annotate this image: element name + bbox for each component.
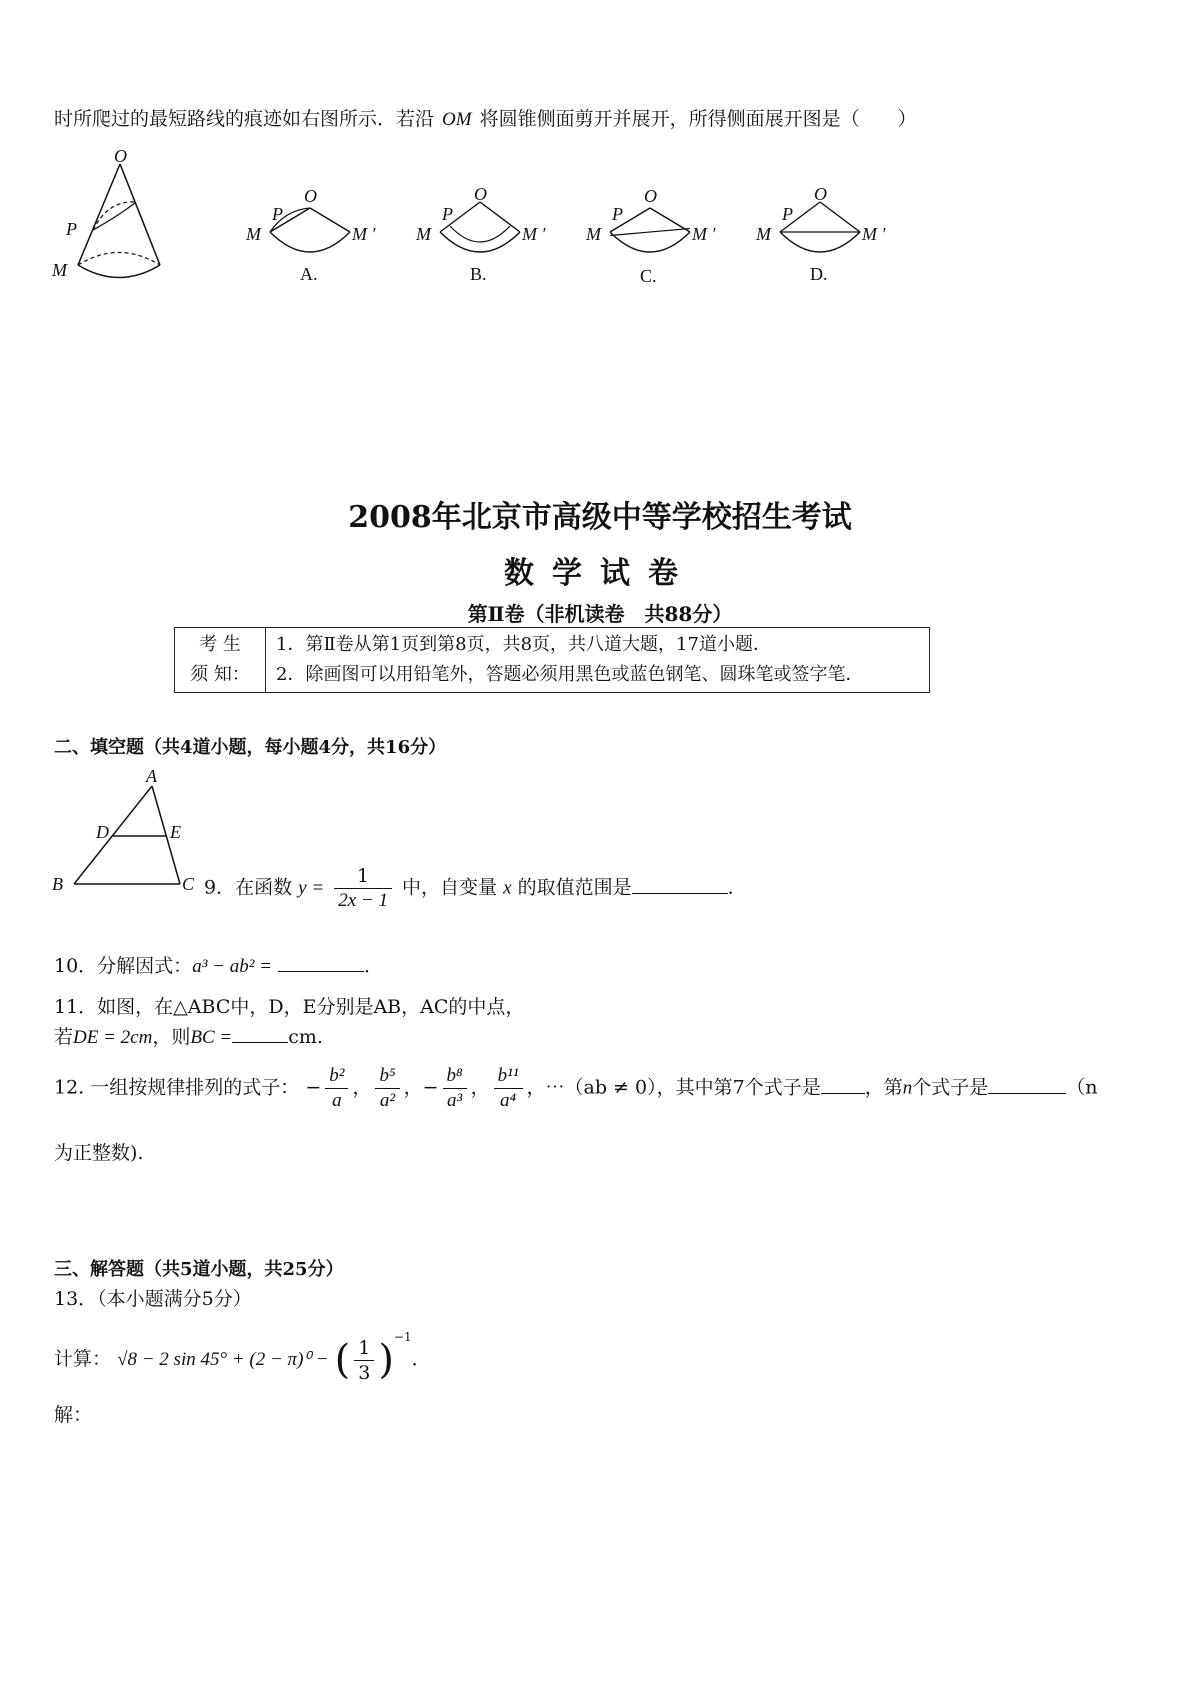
option-d-label-p: P — [782, 204, 793, 224]
q10-line: 10．分解因式：a³ − ab² = ． — [54, 955, 384, 977]
q13-head: 13．（本小题满分5分） — [54, 1288, 252, 1310]
q12-term-3-num: b⁸ — [443, 1064, 467, 1089]
option-c-label-p: P — [612, 204, 623, 224]
q12-mid: ，第 — [864, 1076, 903, 1099]
triangle-label-c: C — [182, 874, 195, 894]
q11-line-2 — [54, 1022, 323, 1049]
option-a-label-p: P — [272, 204, 283, 224]
q12-suffix: （n — [1066, 1076, 1098, 1099]
notice-item-1: 1．第Ⅱ卷从第1页到第8页，共8页，共八道大题，17道小题． — [276, 634, 771, 655]
q13-fraction — [354, 1336, 374, 1385]
q11-line-1: 11．如图，在△ABC中，D，E分别是AB，AC的中点， — [54, 996, 525, 1018]
q12-term-2-den: a² — [379, 1090, 396, 1111]
q12-term-1 — [325, 1064, 348, 1113]
cone-figure — [40, 140, 920, 300]
option-a-label-o: O — [304, 186, 317, 206]
q12-n: n — [902, 1077, 913, 1099]
section3-title: 三、解答题（共5道小题，共25分） — [54, 1259, 344, 1280]
option-d-label-m: M — [756, 224, 771, 244]
option-a-letter: A. — [300, 264, 318, 284]
option-b-letter: B. — [470, 264, 487, 284]
q8-text-suffix: 将圆锥侧面剪开并展开，所得侧面展开图是（ ） — [479, 108, 917, 130]
q10-answer-blank[interactable] — [278, 971, 364, 972]
q12-term-3 — [443, 1064, 467, 1113]
q9-variable: x — [503, 877, 512, 899]
q11-answer-blank[interactable] — [232, 1042, 288, 1043]
notice-table — [174, 627, 930, 693]
q9-numerator: 1 — [334, 864, 392, 889]
option-c-label-o: O — [644, 186, 657, 206]
subject-title: 数学试卷 — [504, 556, 696, 591]
q9-suffix: 的取值范围是 — [517, 876, 632, 899]
q8-tail-line — [54, 104, 917, 131]
option-a-sector — [245, 186, 376, 284]
cone-label-o: O — [114, 146, 127, 166]
q12-term-2-num: b⁵ — [375, 1064, 399, 1089]
q9-lhs: y = — [298, 877, 325, 899]
triangle-label-a: A — [146, 766, 157, 786]
q12-term-4 — [494, 1064, 523, 1113]
option-a-label-mp: M ′ — [352, 224, 376, 244]
cone-diagram — [51, 146, 160, 280]
q13-left-paren: ( — [334, 1337, 351, 1383]
option-a-label-m: M — [246, 224, 261, 244]
option-c-label-mp: M ′ — [692, 224, 716, 244]
triangle-label-b: B — [52, 874, 63, 894]
cone-label-m: M — [52, 260, 67, 280]
q13-numerator: 1 — [354, 1336, 374, 1361]
option-c-label-m: M — [586, 224, 601, 244]
option-c-sector — [585, 186, 716, 286]
triangle-label-e: E — [170, 822, 181, 842]
option-d-label-mp: M ′ — [862, 224, 886, 244]
q12-term-1-den: a — [332, 1090, 342, 1111]
option-d-sector — [755, 184, 886, 284]
q12-term-1-sign: − — [305, 1076, 322, 1099]
q12-line-2: 为正整数). — [54, 1142, 144, 1164]
notice-item-2: 2．除画图可以用铅笔外，答题必须用黑色或蓝色钢笔、圆珠笔或签字笔． — [276, 664, 864, 685]
q9-mid: 中，自变量 — [402, 876, 498, 899]
q12-term-3-sign: − — [422, 1076, 439, 1099]
q13-line: 计算： √8 − 2 sin 45° + (2 − π)⁰ − ( $\frac{1}{3}$ )$^{-1}$． — [54, 1330, 431, 1384]
q9-fraction — [334, 864, 392, 913]
exam-title: 2008年北京市高级中等学校招生考试 — [348, 500, 852, 535]
q11-target: BC = — [190, 1027, 233, 1048]
q13-answer-label: 解： — [54, 1404, 93, 1426]
q12-term-3-den: a³ — [446, 1090, 463, 1111]
q12-answer-blank-1[interactable] — [821, 1093, 865, 1094]
q11-prefix: 若 — [54, 1026, 74, 1048]
q10-prefix: 10．分解因式： — [54, 955, 193, 977]
option-d-label-o: O — [814, 184, 827, 204]
q9-answer-blank[interactable] — [632, 893, 728, 894]
notice-content-cell — [266, 628, 930, 693]
q9-prefix: 9．在函数 — [204, 876, 293, 899]
q12-term-1-num: b² — [325, 1064, 348, 1089]
q13-prefix: 计算： — [54, 1348, 112, 1370]
q13-exponent: −1 — [393, 1330, 412, 1344]
triangle-figure — [40, 762, 210, 902]
cone-label-p: P — [66, 219, 77, 239]
q13-denominator: 3 — [358, 1361, 371, 1384]
notice-label-cell — [175, 628, 266, 693]
notice-label-2: 须 知： — [190, 664, 250, 685]
q10-expression: a³ − ab² = — [192, 956, 272, 977]
section2-title: 二、填空题（共4道小题，每小题4分，共16分） — [54, 737, 447, 758]
q11-mid: ，则 — [152, 1026, 191, 1048]
q12-answer-blank-2[interactable] — [988, 1093, 1066, 1094]
option-b-sector — [415, 184, 546, 284]
option-d-letter: D. — [810, 264, 828, 284]
q12-mid2: 个式子是 — [912, 1076, 989, 1099]
option-b-label-p: P — [442, 204, 453, 224]
q8-text-prefix: 时所爬过的最短路线的痕迹如右图所示．若沿 — [54, 108, 435, 130]
q12-term-4-num: b¹¹ — [494, 1064, 523, 1089]
q12-prefix: 12. 一组按规律排列的式子： — [54, 1076, 300, 1099]
notice-label-1: 考 生 — [199, 634, 241, 655]
q9-denominator: 2x − 1 — [338, 890, 388, 911]
option-b-label-mp: M ′ — [522, 224, 546, 244]
q12-term-2 — [375, 1064, 399, 1113]
option-b-label-m: M — [416, 224, 431, 244]
q12-condition: ，⋯（ab ≠ 0），其中第7个式子是 — [526, 1076, 821, 1099]
q12-term-4-den: a⁴ — [500, 1090, 517, 1111]
option-b-label-o: O — [474, 184, 487, 204]
q11-given: DE = 2cm — [73, 1027, 153, 1048]
option-c-letter: C. — [640, 266, 657, 286]
q13-expression: √8 − 2 sin 45° + (2 − π)⁰ − — [117, 1349, 329, 1370]
part-title: 第Ⅱ卷（非机读卷 共88分） — [467, 602, 733, 626]
q11-unit: cm. — [288, 1026, 323, 1048]
q13-right-paren: ) — [378, 1337, 394, 1383]
q8-om-label: OM — [442, 109, 472, 130]
triangle-label-d: D — [96, 822, 109, 842]
q12-line-1: 12. 一组按规律排列的式子： − $\frac{\text{b²}}{a}$ ， $\frac{\text{b⁵}}{\text{a²}}$ ，− $\frac{\text{b⁸}}{\text{a³}}$ ， $\frac{\text{b¹¹}}{\text{a⁴}}$ ，⋯（ab ≠ 0），其中第7个式子是 ，第n个式子是 （n — [54, 1065, 1098, 1111]
q9-line: 9．在函数 y = $\frac{1}{2x - 1}$ 中，自变量 x 的取值范围是 ． — [204, 865, 747, 911]
